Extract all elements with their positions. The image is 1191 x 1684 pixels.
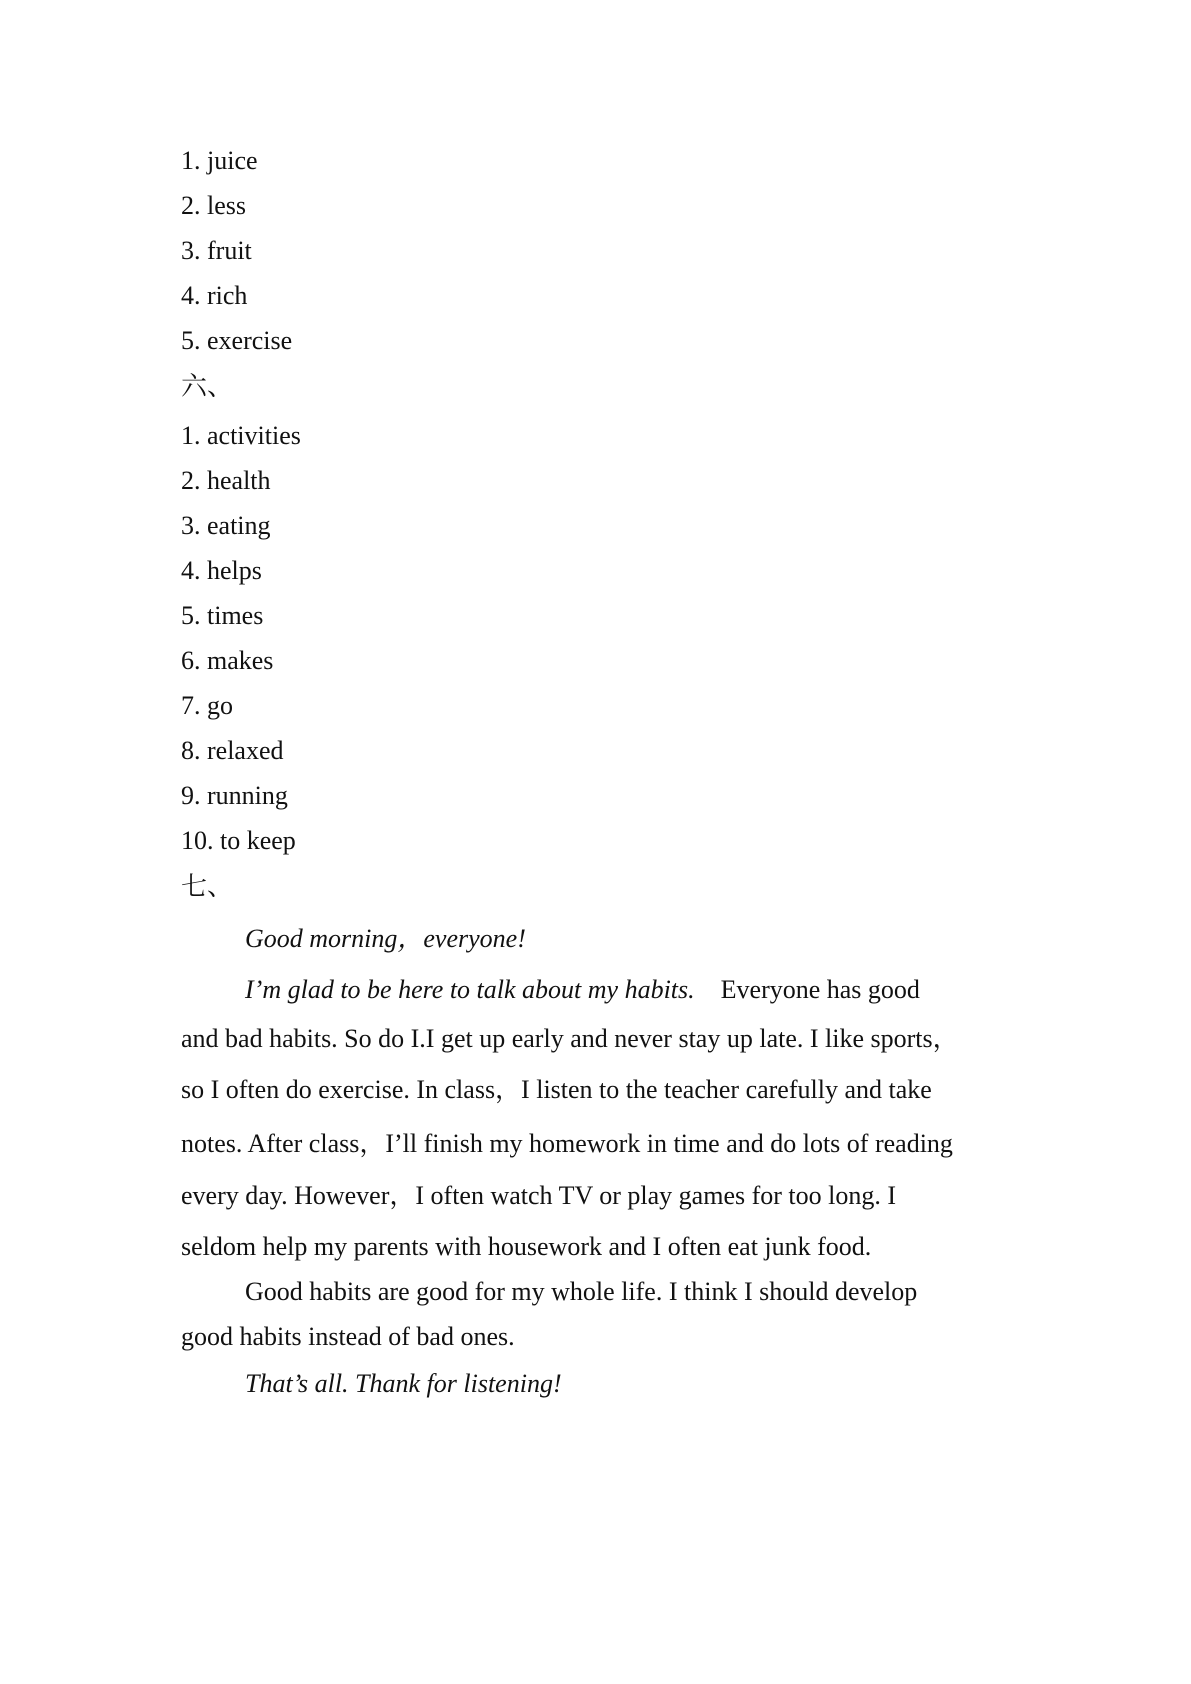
- essay-paragraph-1-line-3: so I often do exercise. In class，I listen to the teacher carefully and take: [181, 1075, 932, 1104]
- essay-text: Everyone has good: [720, 975, 920, 1004]
- answer-item: 5. times: [181, 601, 264, 630]
- section-heading-7: 七、: [181, 872, 234, 902]
- essay-paragraph-1-line-1: [245, 974, 920, 1006]
- essay-paragraph-1-line-2: and bad habits. So do I.I get up early and never stay up late. I like sports，: [181, 1024, 959, 1053]
- essay-paragraph-1-line-5: every day. However，I often watch TV or play games for too long. I: [181, 1181, 897, 1210]
- answer-item: 2. less: [181, 191, 246, 220]
- section-heading-6: 六、: [181, 372, 234, 402]
- answer-item: 7. go: [181, 691, 233, 720]
- answer-item: 2. health: [181, 466, 271, 495]
- essay-paragraph-2-line-1: Good habits are good for my whole life. I think I should develop: [245, 1277, 918, 1306]
- answer-item: 4. helps: [181, 556, 262, 585]
- answer-item: 6. makes: [181, 646, 274, 675]
- answer-item: 1. activities: [181, 421, 301, 450]
- essay-paragraph-2-line-2: good habits instead of bad ones.: [181, 1322, 515, 1351]
- essay-closing: That’s all. Thank for listening!: [245, 1369, 562, 1398]
- essay-intro: I’m glad to be here to talk about my habits.: [245, 975, 695, 1004]
- essay-paragraph-1-line-4: notes. After class，I’ll finish my homework in time and do lots of reading: [181, 1129, 953, 1158]
- answer-item: 4. rich: [181, 281, 248, 310]
- essay-paragraph-1-line-6: seldom help my parents with housework and I often eat junk food.: [181, 1232, 872, 1261]
- answer-item: 1. juice: [181, 146, 258, 175]
- answer-item: 3. fruit: [181, 236, 252, 265]
- answer-item: 9. running: [181, 781, 288, 810]
- essay-greeting: Good morning，everyone!: [245, 924, 526, 953]
- answer-item: 8. relaxed: [181, 736, 284, 765]
- answer-item: 10. to keep: [181, 826, 296, 855]
- answer-item: 5. exercise: [181, 326, 293, 355]
- answer-item: 3. eating: [181, 511, 271, 540]
